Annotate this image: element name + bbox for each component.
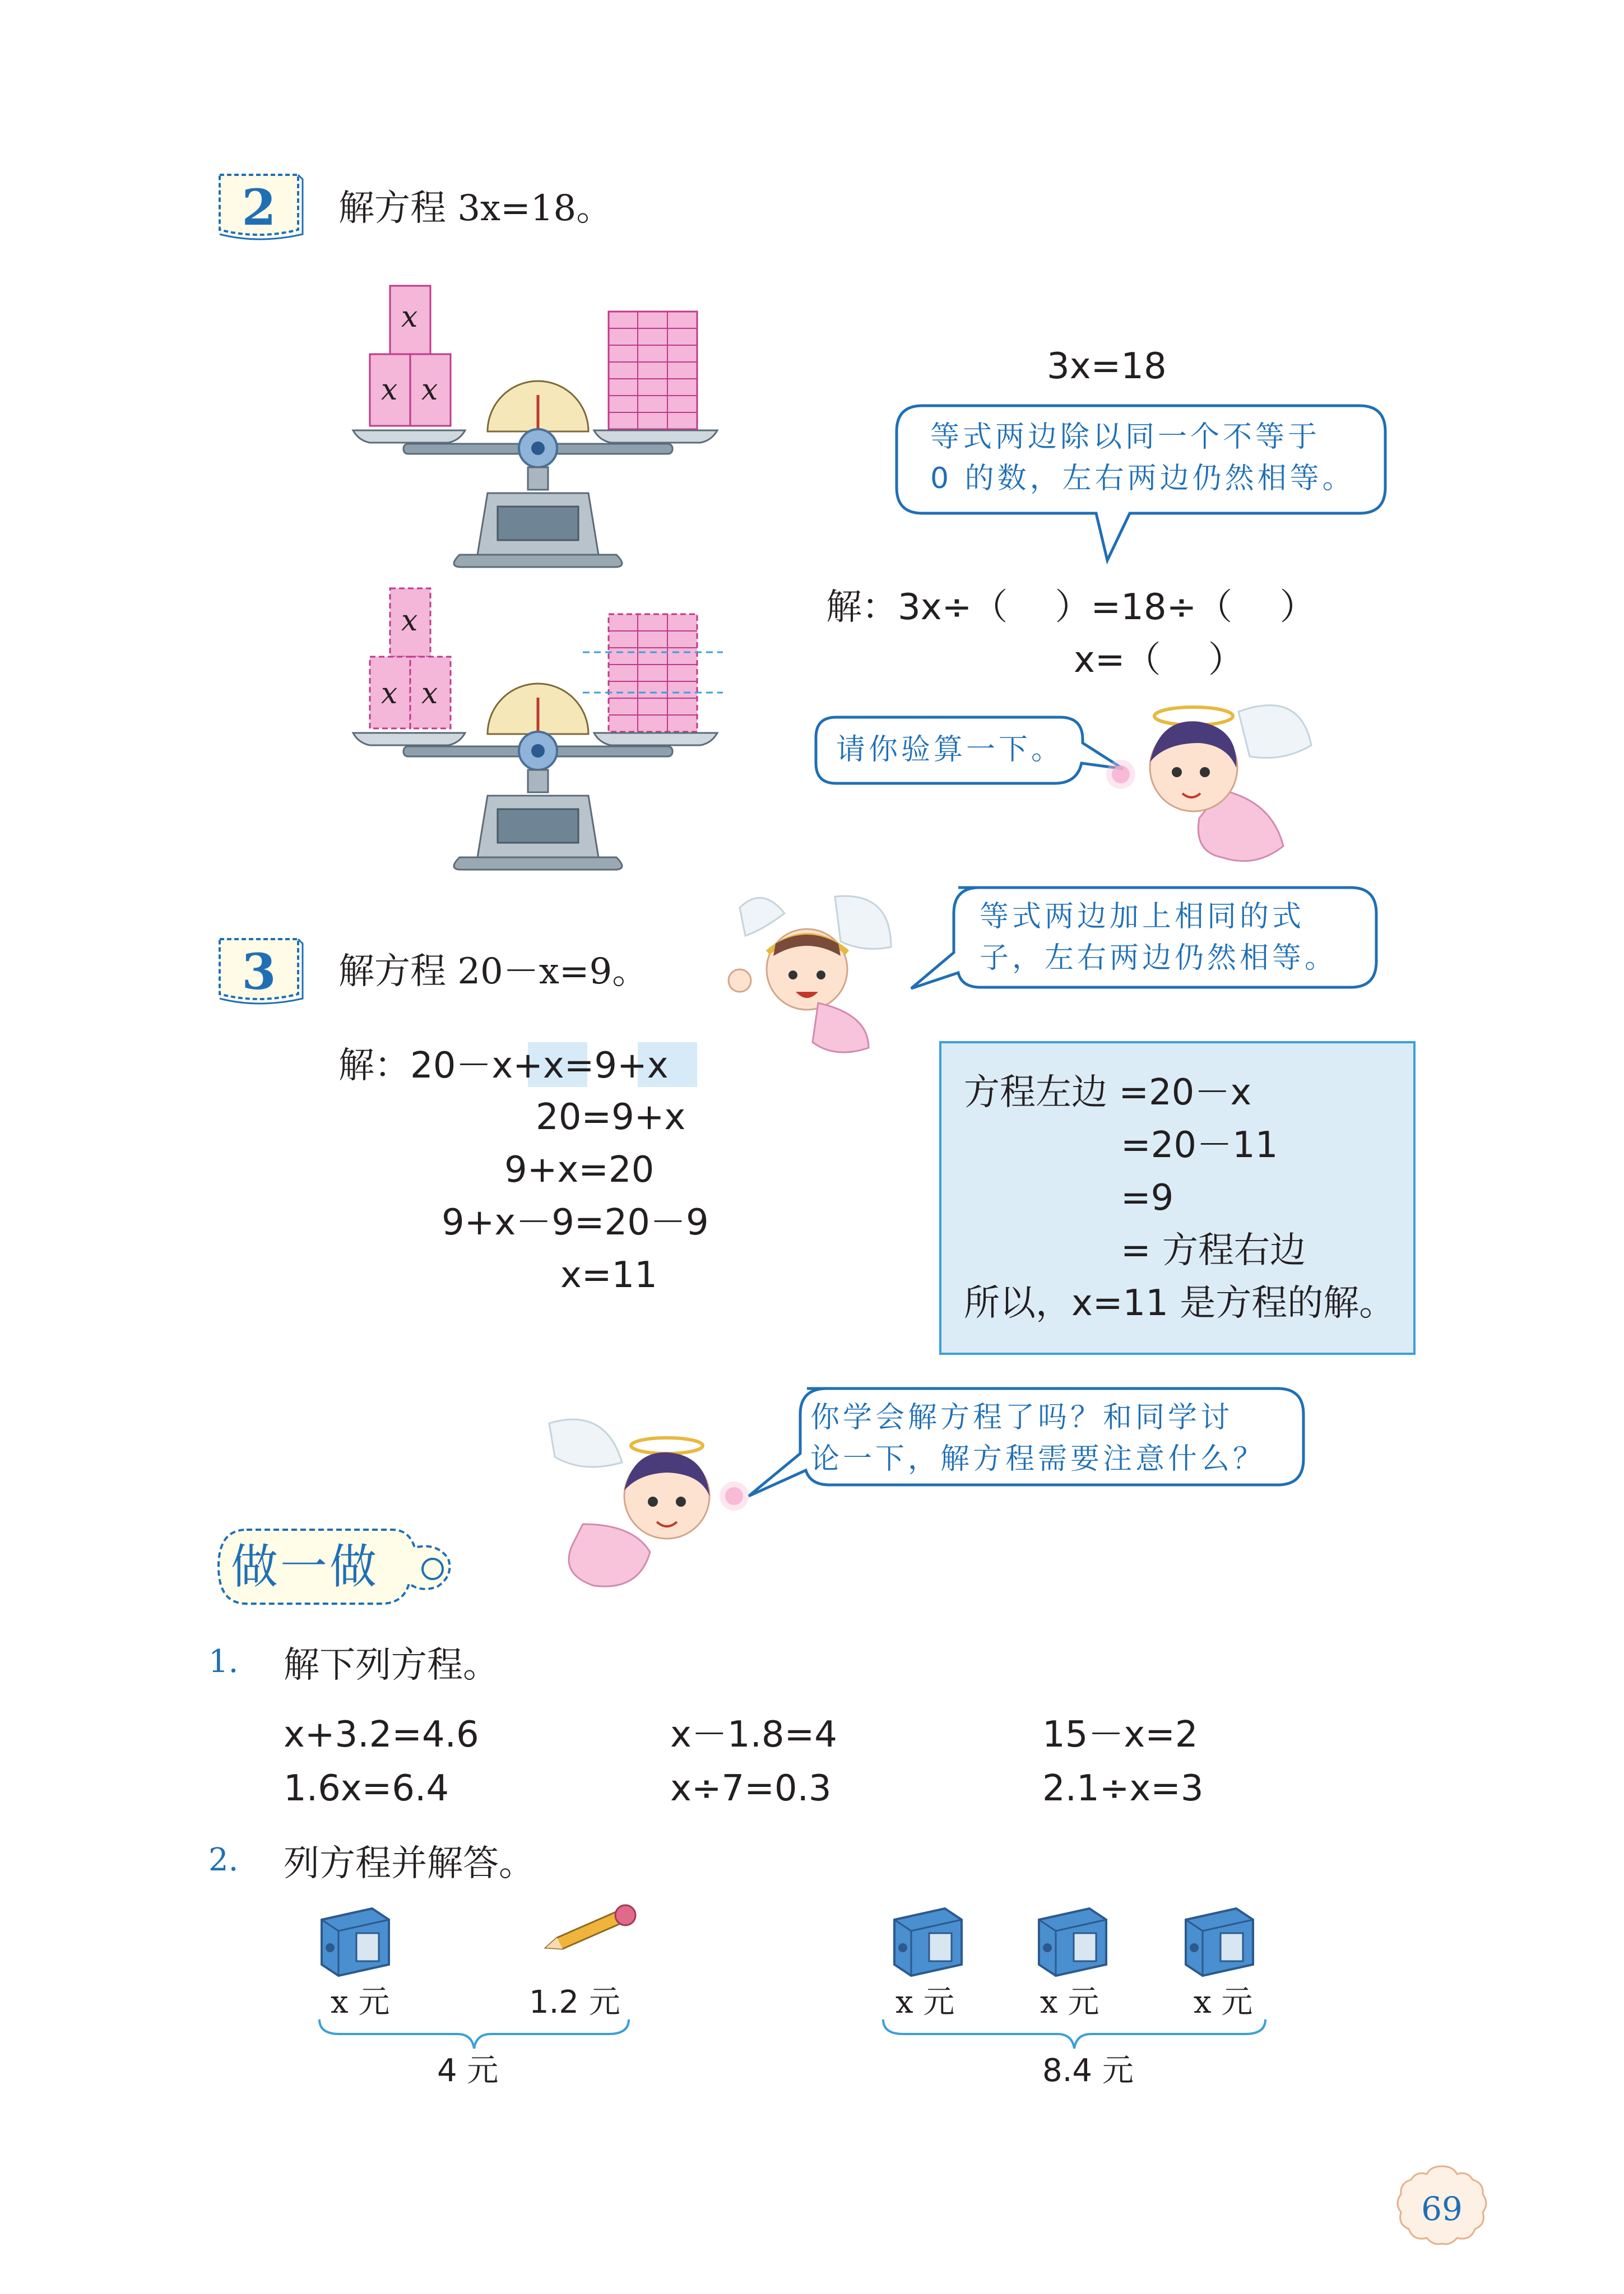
practice-equation: 15－x=2 [1042,1714,1198,1756]
page-number: 69 [1421,2190,1463,2228]
question-title: 解下列方程。 [284,1645,499,1686]
practice-equation: x÷7=0.3 [670,1768,832,1809]
total-label: 4 元 [437,2052,499,2089]
page-number-badge [1394,2163,1490,2247]
block-label: x [401,604,418,638]
angel-character-icon [723,885,908,1065]
example-title: 解方程 20－x=9。 [338,951,648,992]
practice-header: 做一做 [231,1539,379,1594]
block-label: x [401,300,418,334]
block-label: x [381,677,398,711]
bubble-line: 你学会解方程了吗？和同学讨 [810,1401,1233,1434]
example-number-badge [214,168,304,241]
practice-equation: 2.1÷x=3 [1042,1768,1204,1809]
check-line: =9 [1121,1177,1174,1219]
check-line: = 方程右边 [1121,1230,1306,1271]
block-label: x [421,373,438,407]
price-label: x 元 [895,1984,955,2021]
question-number: 2. [208,1842,239,1878]
bubble-line: 子，左右两边仍然相等。 [980,941,1338,975]
solution-line: x=（ ） [1074,639,1244,681]
price-label: x 元 [1040,1984,1099,2021]
pencil-sharpener-icon [310,1903,395,1981]
solution-step: x=11 [560,1255,657,1296]
block-label: x [381,373,398,407]
solution-step: 9+x－9=20－9 [442,1202,709,1243]
solution-step: 解：20－x+x=9+x [338,1045,669,1086]
brace-icon [317,2017,631,2051]
brace-icon [881,2017,1268,2051]
pencil-sharpener-icon [1028,1903,1112,1981]
example-title: 解方程 3x=18。 [338,188,613,229]
bubble-line: 0 的数，左右两边仍然相等。 [930,462,1355,495]
bubble-line: 请你验算一下。 [836,733,1064,767]
check-line: 方程左边 =20－x [964,1072,1252,1113]
bubble-line: 等式两边加上相同的式 [980,900,1305,934]
equation: 3x=18 [1047,346,1167,387]
price-label: x 元 [1194,1984,1253,2021]
solution-line: 解：3x÷（ ）=18÷（ ） [826,587,1316,628]
total-label: 8.4 元 [1042,2052,1134,2089]
question-title: 列方程并解答。 [284,1843,535,1884]
block-label: x [421,677,438,711]
example-number: 2 [242,178,276,236]
pencil-sharpener-icon [883,1903,967,1981]
check-line: 所以，x=11 是方程的解。 [964,1283,1395,1324]
verification-panel [939,1041,1416,1355]
question-number: 1. [208,1643,239,1680]
example-number: 3 [242,942,276,1001]
pencil-icon [540,1903,641,1953]
price-label: 1.2 元 [529,1984,620,2021]
practice-equation: x－1.8=4 [670,1714,837,1756]
practice-equation: 1.6x=6.4 [284,1768,449,1809]
angel-character-icon [1098,689,1323,874]
price-label: x 元 [331,1984,390,2021]
practice-equation: x+3.2=4.6 [284,1714,479,1756]
solution-step: 9+x=20 [504,1149,655,1191]
check-line: =20－11 [1121,1125,1278,1166]
bubble-line: 论一下，解方程需要注意什么？ [810,1442,1266,1476]
pencil-sharpener-icon [1175,1903,1259,1981]
example-number-badge [214,932,304,1005]
angel-character-icon [538,1412,762,1603]
solution-step: 20=9+x [536,1097,686,1138]
bubble-line: 等式两边除以同一个不等于 [930,420,1321,454]
